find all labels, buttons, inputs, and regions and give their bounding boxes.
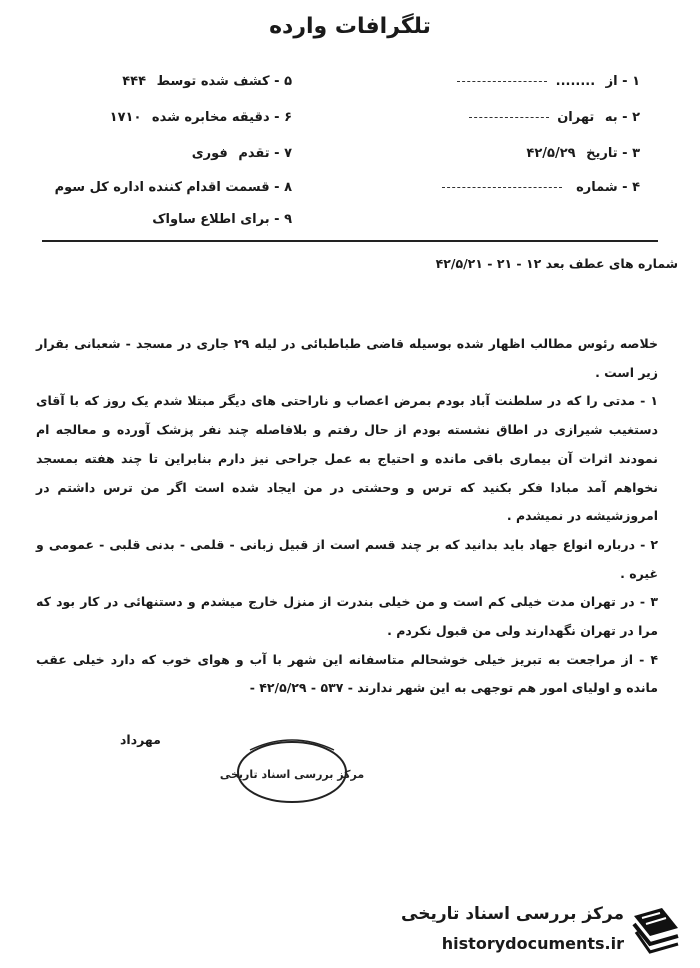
field-value: ۴۲/۵/۲۹ xyxy=(526,146,576,161)
field-value: فوری xyxy=(191,146,228,161)
archive-name: مرکز بررسی اسناد تاریخی xyxy=(401,904,624,924)
reference-numbers: شماره های عطف بعد ۱۲ - ۲۱ - ۴۲/۵/۲۱ xyxy=(435,256,678,271)
dash-line xyxy=(457,81,547,82)
field-transmit-minute xyxy=(110,110,292,125)
point-paragraph: ۱ - مدتی را که در سلطنت آباد بودم بمرض اعصاب و ناراحتی های دیگر مبتلا شدم یک روز که با آقای دستغیب شیرازی در اطاق نشسته بودم از حال رفتم و بلافاصله چند نفر پزشک آورده و معالجه ام نمودند اثرات آن بیماری باقی مانده و احتیاج به عمل جراحی نیز دارم بنابراین تا چند هفته بمسجد نخواهم آمد مبادا فکر بکنید که ترس و وحشتی در من ایجاد شده است اگر من ترس داشتم در امروزشیشه در نمیشدم . xyxy=(36,393,658,524)
field-label: ۱ - از xyxy=(605,74,640,89)
field-value: تهران xyxy=(557,110,595,125)
stamp xyxy=(219,732,365,808)
point-paragraph: ۳ - در تهران مدت خیلی کم است و من خیلی بندرت از منزل خارج میشدم و دستنهائی در کار بود که مرا در تهران نگهدارند ولی من قبول نکردم . xyxy=(36,594,658,639)
field-value: ........ xyxy=(555,74,596,89)
field-value: ۴۴۴ xyxy=(122,74,147,89)
telegram-body xyxy=(36,330,658,703)
archive-footer xyxy=(398,900,688,960)
field-from xyxy=(457,74,640,89)
header-separator xyxy=(42,240,658,242)
field-label: ۶ - دقیقه مخابره شده xyxy=(151,110,292,125)
svg-text:مرکز بررسی اسناد تاریخی: مرکز بررسی اسناد تاریخی xyxy=(219,768,365,781)
field-number xyxy=(442,180,640,195)
field-label: ۸ - قسمت اقدام کننده اداره کل سوم xyxy=(54,180,292,195)
intro-paragraph: خلاصه رئوس مطالب اظهار شده بوسیله قاضی طباطبائی در لیله ۲۹ جاری در مسجد - شعبانی بقرار زیر است . xyxy=(36,336,659,380)
field-date xyxy=(526,146,640,161)
field-info xyxy=(146,212,292,227)
archive-website: historydocuments.ir xyxy=(441,934,624,953)
field-label: ۴ - شماره xyxy=(576,180,640,195)
field-decoded-by xyxy=(122,74,292,89)
field-to xyxy=(469,110,640,125)
field-label: ۷ - تقدم xyxy=(238,146,292,161)
stamp-icon xyxy=(219,732,365,808)
field-label: ۵ - کشف شده توسط xyxy=(156,74,292,89)
field-value: ۱۷۱۰ xyxy=(109,110,142,125)
field-label: ۹ - برای اطلاع ساواک xyxy=(152,212,292,227)
signoff: مهرداد xyxy=(120,732,161,747)
dash-line xyxy=(442,187,562,188)
archive-logo-icon xyxy=(628,902,684,958)
dash-line xyxy=(469,117,549,118)
document-title: تلگرافات وارده xyxy=(269,14,431,39)
point-paragraph: ۴ - از مراجعت به تبریز خیلی خوشحالم متاسفانه این شهر با آب و هوای خوب که دارد خیلی عقب مانده و اولیای امور هم توجهی به این شهر ندارند - ۵۳۷ - ۴۲/۵/۲۹ - xyxy=(36,651,658,696)
point-paragraph: ۲ - درباره انواع جهاد باید بدانید که بر چند قسم است از قبیل زبانی - قلمی - بدنی قلبی - عمومی و غیره . xyxy=(36,536,658,581)
field-action-dept xyxy=(49,180,292,195)
field-label: ۳ - تاریخ xyxy=(586,146,640,161)
field-priority xyxy=(192,146,292,161)
field-label: ۲ - به xyxy=(604,110,640,125)
